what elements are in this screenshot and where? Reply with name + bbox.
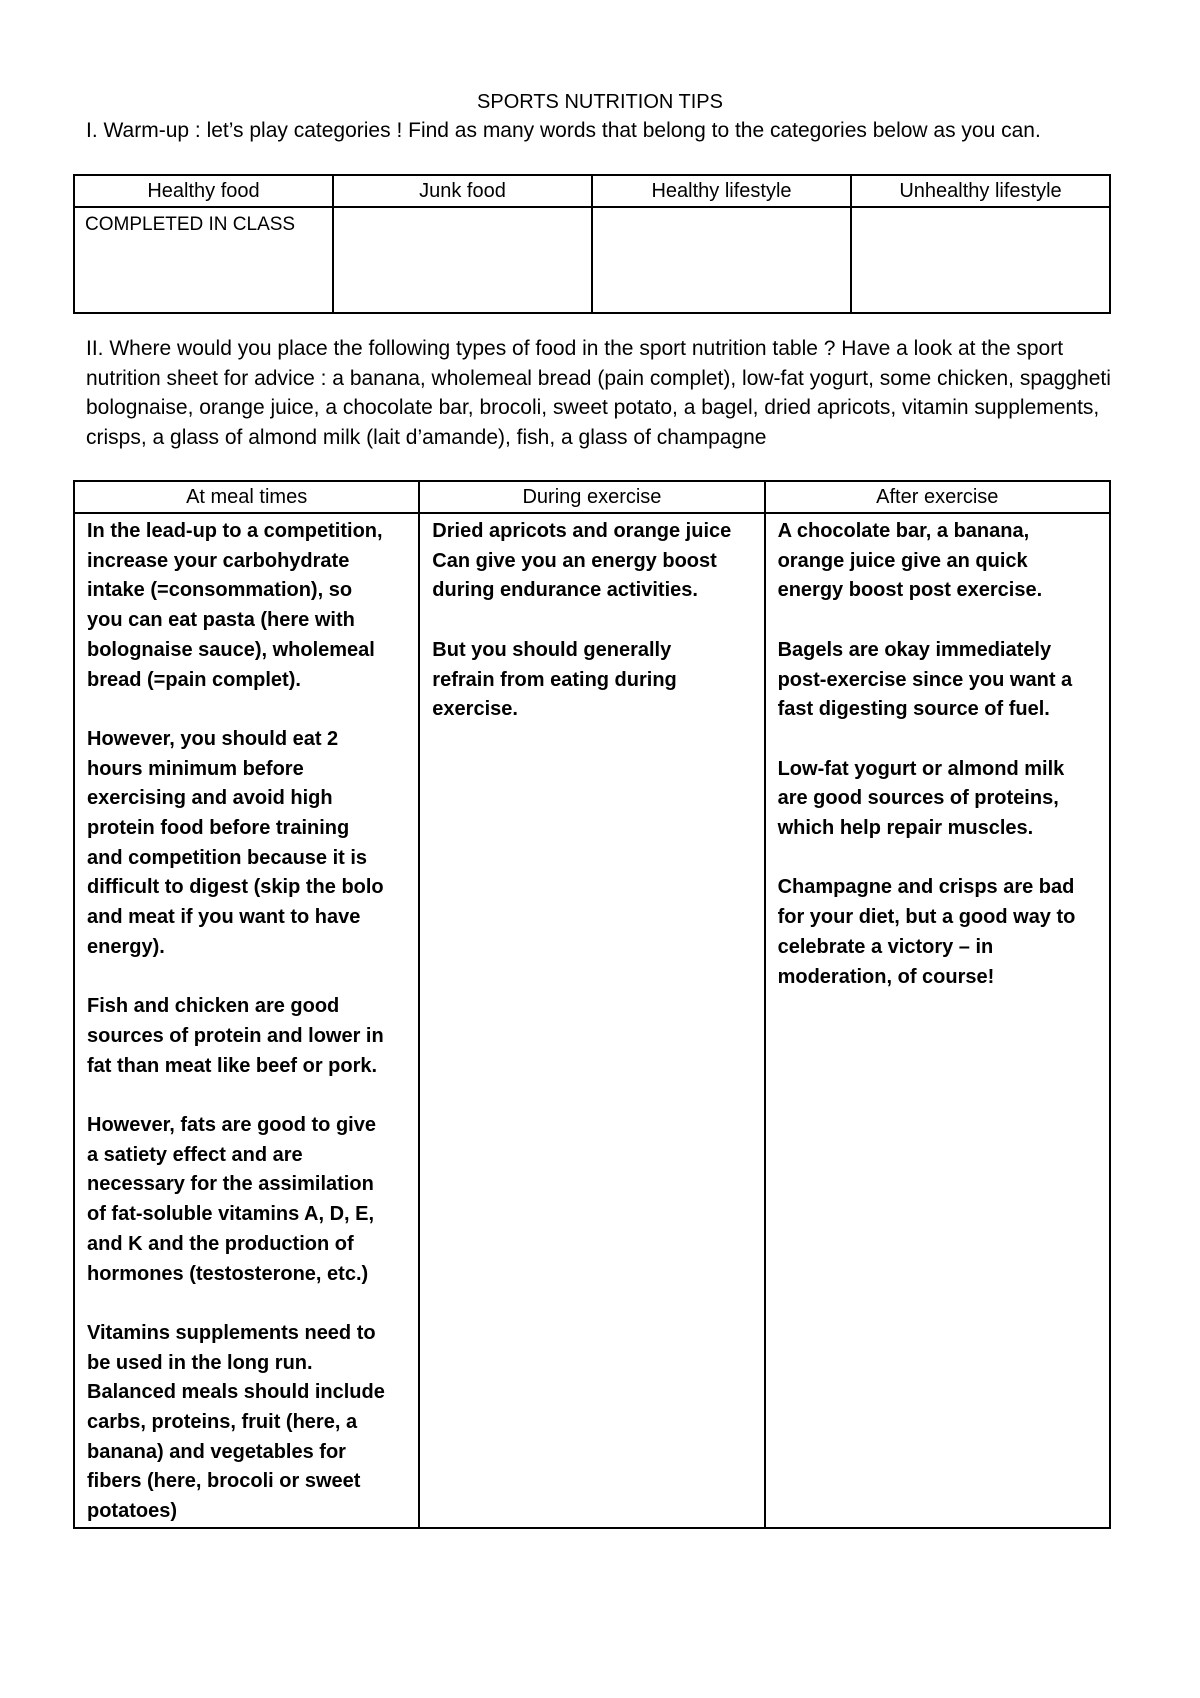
header-during-exercise: During exercise: [419, 481, 764, 513]
after-exercise-paragraph: A chocolate bar, a banana, orange juice give an quick energy boost post exercise.: [777, 520, 1043, 602]
after-exercise-paragraph: Bagels are okay immediately post-exercise since you want a fast digesting source of fuel.: [777, 638, 1073, 721]
cell-during-exercise: [419, 513, 764, 1528]
part2-instruction: II. Where would you place the following types of food in the sport nutrition table ? Have a look at the sport nutrition sheet for advice : a banana, wholemeal bread (pain complet), low-fat yogurt, some chicken, spaggheti bolognaise, orange juice, a chocolate bar, brocoli, sweet potato, a bagel, dried apricots, vitamin supplements, crisps, a glass of almond milk (lait d’amande), fish, a glass of champagne: [86, 337, 1111, 449]
cell-junk-food: [333, 207, 592, 313]
page-title: SPORTS NUTRITION TIPS: [477, 91, 723, 113]
header-healthy-food: Healthy food: [74, 175, 333, 207]
header-after-exercise: After exercise: [765, 481, 1110, 513]
meal-times-paragraph: Vitamins supplements need to be used in the long run. Balanced meals should include carbs, proteins, fruit (here, a banana) and vegetables for fibers (here, brocoli or sweet potatoes): [87, 1321, 385, 1523]
meal-times-paragraph: Fish and chicken are good sources of protein and lower in fat than meat like beef or pork.: [87, 995, 384, 1077]
cell-meal-times: [74, 513, 419, 1528]
warmup-instruction: I. Warm-up : let’s play categories ! Find as many words that belong to the categories below as you can.: [86, 119, 1041, 142]
during-exercise-paragraph: Dried apricots and orange juice Can give you an energy boost during endurance activities.: [432, 520, 732, 602]
header-unhealthy-lifestyle: Unhealthy lifestyle: [851, 175, 1110, 207]
meal-times-paragraph: In the lead-up to a competition, increase your carbohydrate intake (=consommation), so you can eat pasta (here with bolognaise sauce), wholemeal bread (=pain complet).: [87, 520, 383, 691]
meal-times-paragraph: However, you should eat 2 hours minimum before exercising and avoid high protein food before training and competition because it is difficult to digest (skip the bolo and meat if you want to have energy).: [87, 727, 384, 958]
after-exercise-paragraph: Low-fat yogurt or almond milk are good sources of proteins, which help repair muscles.: [777, 757, 1065, 839]
during-exercise-paragraph: But you should generally refrain from eating during exercise.: [432, 638, 677, 721]
cell-healthy-lifestyle: [592, 207, 851, 313]
categories-header-row: [74, 175, 1110, 207]
cell-after-exercise: [765, 513, 1110, 1528]
nutrition-table: [73, 480, 1111, 1529]
header-junk-food: Junk food: [333, 175, 592, 207]
categories-table: [73, 174, 1111, 314]
header-meal-times: At meal times: [74, 481, 419, 513]
meal-times-paragraph: However, fats are good to give a satiety effect and are necessary for the assimilation of fat-soluble vitamins A, D, E, and K and the production of hormones (testosterone, etc.): [87, 1114, 376, 1285]
cell-healthy-food: COMPLETED IN CLASS: [74, 207, 333, 313]
cell-unhealthy-lifestyle: [851, 207, 1110, 313]
categories-answer-row: [74, 207, 1110, 313]
nutrition-header-row: [74, 481, 1110, 513]
header-healthy-lifestyle: Healthy lifestyle: [592, 175, 851, 207]
after-exercise-paragraph: Champagne and crisps are bad for your diet, but a good way to celebrate a victory – in moderation, of course!: [777, 876, 1076, 988]
nutrition-content-row: [74, 513, 1110, 1528]
